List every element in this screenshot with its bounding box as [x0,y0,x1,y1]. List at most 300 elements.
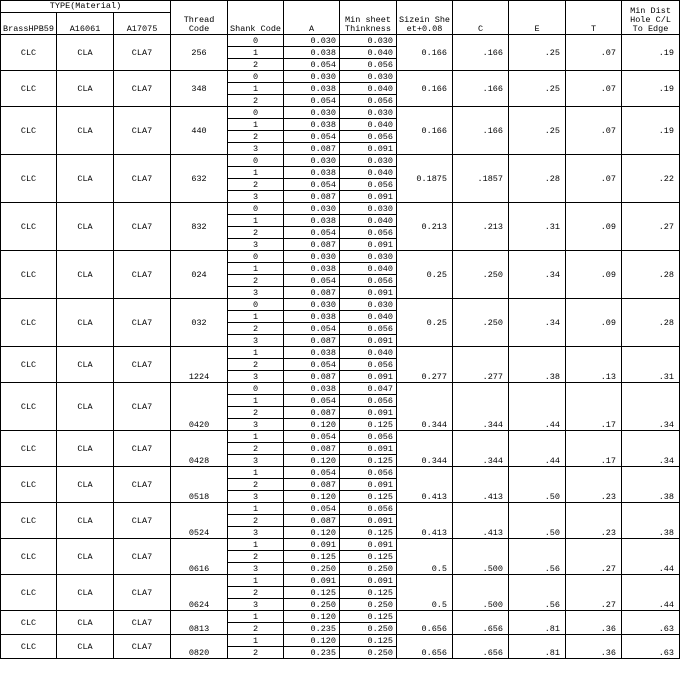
a-cell: 0.087 [284,143,340,155]
a-cell: 0.054 [284,359,340,371]
a-cell: 0.038 [284,215,340,227]
table-row [1,107,680,119]
thread-code-cell: 0624 [171,575,228,611]
a-cell: 0.120 [284,491,340,503]
brass-cell: CLC [1,611,57,635]
c-cell: .413 [453,467,509,503]
al6061-cell: CLA [57,107,114,155]
min-dist-cell: .63 [622,611,680,635]
shank-code-cell: 2 [228,179,284,191]
c-cell: .656 [453,635,509,659]
al6061-cell: CLA [57,35,114,71]
shank-code-cell: 0 [228,71,284,83]
e-cell: .44 [509,383,566,431]
shank-code-cell: 2 [228,551,284,563]
e-cell: .38 [509,347,566,383]
t-cell: .07 [566,71,622,107]
sizein-cell: 0.413 [397,503,453,539]
min-dist-cell: .44 [622,575,680,611]
sizein-cell: 0.25 [397,251,453,299]
a-cell: 0.087 [284,443,340,455]
min-sheet-cell: 0.047 [340,383,397,395]
table-row [1,203,680,215]
a-cell: 0.054 [284,179,340,191]
min-sheet-cell: 0.091 [340,143,397,155]
shank-code-cell: 3 [228,239,284,251]
t-cell: .07 [566,107,622,155]
min-sheet-cell: 0.040 [340,47,397,59]
min-dist-cell: .19 [622,107,680,155]
shank-code-cell: 0 [228,383,284,395]
t-cell: .27 [566,539,622,575]
shank-code-cell: 2 [228,275,284,287]
e-cell: .50 [509,503,566,539]
brass-cell: CLC [1,467,57,503]
min-sheet-cell: 0.056 [340,59,397,71]
thread-code-cell: 0616 [171,539,228,575]
table-row [1,347,680,359]
min-sheet-cell: 0.040 [340,83,397,95]
a-cell: 0.030 [284,107,340,119]
shank-code-cell: 1 [228,395,284,407]
thread-code-cell: 0518 [171,467,228,503]
table-row [1,155,680,167]
a-cell: 0.038 [284,119,340,131]
min-dist-cell: .38 [622,467,680,503]
min-sheet-cell: 0.125 [340,611,397,623]
a-cell: 0.030 [284,35,340,47]
table-row [1,299,680,311]
t-cell: .13 [566,347,622,383]
al6061-cell: CLA [57,251,114,299]
shank-code-cell: 3 [228,371,284,383]
al7075-cell: CLA7 [114,383,171,431]
al6061-cell: CLA [57,431,114,467]
shank-code-cell: 2 [228,587,284,599]
e-cell: .81 [509,635,566,659]
a-cell: 0.038 [284,311,340,323]
min-sheet-cell: 0.091 [340,515,397,527]
al6061-header: A16061 [57,13,114,35]
shank-code-cell: 1 [228,431,284,443]
sizein-cell: 0.5 [397,539,453,575]
a-cell: 0.087 [284,239,340,251]
al6061-cell: CLA [57,383,114,431]
al7075-cell: CLA7 [114,503,171,539]
min-sheet-cell: 0.125 [340,635,397,647]
a-cell: 0.235 [284,647,340,659]
min-sheet-cell: 0.056 [340,323,397,335]
brass-header: BrassHPB59 [1,13,57,35]
a-cell: 0.125 [284,551,340,563]
min-dist-cell: .31 [622,347,680,383]
thread-code-cell: 0813 [171,611,228,635]
e-cell: .81 [509,611,566,635]
min-sheet-cell: 0.091 [340,239,397,251]
shank-code-cell: 0 [228,251,284,263]
thread-code-cell: 0428 [171,431,228,467]
a-cell: 0.030 [284,299,340,311]
min-dist-cell: .22 [622,155,680,203]
min-dist-cell: .19 [622,35,680,71]
shank-code-cell: 1 [228,467,284,479]
brass-cell: CLC [1,155,57,203]
a-cell: 0.120 [284,635,340,647]
shank-code-cell: 0 [228,299,284,311]
shank-code-cell: 3 [228,599,284,611]
brass-cell: CLC [1,431,57,467]
shank-code-cell: 2 [228,443,284,455]
min-sheet-cell: 0.056 [340,467,397,479]
min-sheet-cell: 0.250 [340,623,397,635]
a-cell: 0.250 [284,563,340,575]
c-cell: .250 [453,299,509,347]
thread-code-cell: 832 [171,203,228,251]
sizein-cell: 0.5 [397,575,453,611]
a-cell: 0.250 [284,599,340,611]
min-sheet-cell: 0.056 [340,275,397,287]
sizein-cell: 0.656 [397,635,453,659]
a-cell: 0.030 [284,71,340,83]
min-sheet-cell: 0.040 [340,215,397,227]
al7075-cell: CLA7 [114,347,171,383]
min-sheet-cell: 0.056 [340,395,397,407]
al7075-cell: CLA7 [114,299,171,347]
t-cell: .17 [566,431,622,467]
c-cell: .500 [453,539,509,575]
c-cell: .250 [453,251,509,299]
a-cell: 0.091 [284,575,340,587]
a-cell: 0.120 [284,527,340,539]
shank-code-cell: 1 [228,635,284,647]
a-cell: 0.087 [284,335,340,347]
c-cell: .1857 [453,155,509,203]
shank-code-cell: 0 [228,155,284,167]
t-cell: .23 [566,503,622,539]
t-cell: .09 [566,251,622,299]
c-header: C [453,1,509,35]
a-cell: 0.054 [284,131,340,143]
brass-cell: CLC [1,503,57,539]
shank-code-cell: 0 [228,107,284,119]
e-cell: .56 [509,575,566,611]
shank-code-cell: 2 [228,227,284,239]
min-sheet-cell: 0.056 [340,503,397,515]
t-cell: .07 [566,155,622,203]
c-cell: .344 [453,431,509,467]
a-cell: 0.038 [284,83,340,95]
t-header: T [566,1,622,35]
min-sheet-cell: 0.030 [340,299,397,311]
e-cell: .34 [509,251,566,299]
table-header [1,1,680,35]
al6061-cell: CLA [57,299,114,347]
c-cell: .166 [453,35,509,71]
a-cell: 0.038 [284,347,340,359]
min-sheet-cell: 0.250 [340,647,397,659]
shank-code-cell: 1 [228,347,284,359]
shank-code-cell: 2 [228,479,284,491]
al6061-cell: CLA [57,203,114,251]
t-cell: .36 [566,635,622,659]
min-sheet-cell: 0.125 [340,527,397,539]
al6061-cell: CLA [57,155,114,203]
a-cell: 0.087 [284,407,340,419]
al6061-cell: CLA [57,503,114,539]
min-sheet-cell: 0.056 [340,431,397,443]
min-sheet-cell: 0.030 [340,251,397,263]
shank-code-cell: 1 [228,311,284,323]
c-cell: .213 [453,203,509,251]
brass-cell: CLC [1,575,57,611]
min-sheet-cell: 0.056 [340,227,397,239]
a-cell: 0.120 [284,419,340,431]
e-cell: .25 [509,107,566,155]
brass-cell: CLC [1,203,57,251]
t-cell: .36 [566,611,622,635]
shank-code-cell: 3 [228,191,284,203]
e-cell: .31 [509,203,566,251]
a-cell: 0.087 [284,515,340,527]
a-cell: 0.030 [284,251,340,263]
min-sheet-cell: 0.091 [340,443,397,455]
min-sheet-cell: 0.030 [340,155,397,167]
table-row [1,539,680,551]
min-dist-cell: .34 [622,431,680,467]
shank-code-cell: 3 [228,335,284,347]
min-sheet-cell: 0.091 [340,191,397,203]
thread-code-cell: 032 [171,299,228,347]
thread-code-cell: 0524 [171,503,228,539]
t-cell: .17 [566,383,622,431]
e-header: E [509,1,566,35]
a-cell: 0.120 [284,611,340,623]
min-dist-cell: .44 [622,539,680,575]
shank-code-cell: 1 [228,215,284,227]
min-sheet-cell: 0.040 [340,311,397,323]
min-dist-cell: .28 [622,299,680,347]
c-cell: .413 [453,503,509,539]
thread-code-cell: 1224 [171,347,228,383]
min-sheet-cell: 0.091 [340,479,397,491]
sizein-cell: 0.166 [397,107,453,155]
min-dist-cell: .27 [622,203,680,251]
a-cell: 0.087 [284,371,340,383]
shank-code-cell: 1 [228,119,284,131]
shank-code-cell: 3 [228,491,284,503]
sizein-cell: 0.413 [397,467,453,503]
min-dist-cell: .28 [622,251,680,299]
shank-code-cell: 2 [228,59,284,71]
min-sheet-cell: 0.091 [340,575,397,587]
min-dist-cell: .63 [622,635,680,659]
min-sheet-cell: 0.030 [340,203,397,215]
t-cell: .09 [566,299,622,347]
c-cell: .344 [453,383,509,431]
min-sheet-cell: 0.030 [340,35,397,47]
a-cell: 0.054 [284,95,340,107]
thread-code-cell: 0420 [171,383,228,431]
al7075-cell: CLA7 [114,35,171,71]
t-cell: .07 [566,35,622,71]
e-cell: .25 [509,71,566,107]
sizein-cell: 0.166 [397,35,453,71]
a-cell: 0.054 [284,431,340,443]
brass-cell: CLC [1,35,57,71]
min-sheet-cell: 0.091 [340,407,397,419]
thread-code-cell: 256 [171,35,228,71]
thread-code-cell: 024 [171,251,228,299]
min-sheet-cell: 0.125 [340,455,397,467]
brass-cell: CLC [1,383,57,431]
c-cell: .500 [453,575,509,611]
al6061-cell: CLA [57,539,114,575]
thread-code-header: Thread Code [171,1,228,35]
shank-code-cell: 2 [228,95,284,107]
min-sheet-cell: 0.056 [340,179,397,191]
table-row [1,503,680,515]
al7075-cell: CLA7 [114,575,171,611]
a-cell: 0.087 [284,287,340,299]
shank-code-cell: 1 [228,263,284,275]
brass-cell: CLC [1,347,57,383]
min-sheet-cell: 0.040 [340,167,397,179]
shank-code-cell: 3 [228,143,284,155]
a-cell: 0.125 [284,587,340,599]
table-row [1,251,680,263]
al7075-cell: CLA7 [114,467,171,503]
shank-code-cell: 1 [228,83,284,95]
shank-code-cell: 3 [228,455,284,467]
min-sheet-cell: 0.030 [340,71,397,83]
min-sheet-cell: 0.091 [340,335,397,347]
min-sheet-cell: 0.040 [340,347,397,359]
shank-code-cell: 0 [228,35,284,47]
e-cell: .44 [509,431,566,467]
shank-code-cell: 1 [228,47,284,59]
shank-code-cell: 1 [228,611,284,623]
shank-code-cell: 2 [228,407,284,419]
t-cell: .09 [566,203,622,251]
shank-code-cell: 3 [228,287,284,299]
min-sheet-cell: 0.091 [340,371,397,383]
a-cell: 0.054 [284,503,340,515]
a-cell: 0.030 [284,155,340,167]
table-row [1,575,680,587]
al6061-cell: CLA [57,347,114,383]
a-cell: 0.091 [284,539,340,551]
table-row [1,635,680,647]
table-row [1,611,680,623]
al7075-cell: CLA7 [114,251,171,299]
shank-code-cell: 2 [228,623,284,635]
shank-code-cell: 2 [228,515,284,527]
al7075-cell: CLA7 [114,635,171,659]
sizein-cell: 0.344 [397,431,453,467]
thread-code-cell: 440 [171,107,228,155]
min-sheet-cell: 0.250 [340,563,397,575]
table-row [1,35,680,47]
sizein-cell: 0.213 [397,203,453,251]
a-cell: 0.087 [284,191,340,203]
shank-code-cell: 2 [228,131,284,143]
t-cell: .27 [566,575,622,611]
shank-code-header: Shank Code [228,1,284,35]
shank-code-cell: 1 [228,575,284,587]
al6061-cell: CLA [57,467,114,503]
c-cell: .166 [453,71,509,107]
a-header: A [284,1,340,35]
a-cell: 0.030 [284,203,340,215]
brass-cell: CLC [1,107,57,155]
a-cell: 0.038 [284,263,340,275]
min-sheet-cell: 0.056 [340,359,397,371]
shank-code-cell: 3 [228,527,284,539]
shank-code-cell: 1 [228,167,284,179]
c-cell: .656 [453,611,509,635]
thread-code-cell: 348 [171,71,228,107]
al6061-cell: CLA [57,611,114,635]
min-sheet-cell: 0.040 [340,119,397,131]
e-cell: .56 [509,539,566,575]
min-sheet-header: Min sheet Thinkness [340,1,397,35]
min-sheet-cell: 0.030 [340,107,397,119]
min-sheet-cell: 0.091 [340,287,397,299]
a-cell: 0.054 [284,467,340,479]
t-cell: .23 [566,467,622,503]
e-cell: .50 [509,467,566,503]
table-row [1,383,680,395]
min-sheet-cell: 0.125 [340,551,397,563]
e-cell: .25 [509,35,566,71]
brass-cell: CLC [1,251,57,299]
a-cell: 0.038 [284,383,340,395]
brass-cell: CLC [1,539,57,575]
a-cell: 0.054 [284,395,340,407]
min-sheet-cell: 0.250 [340,599,397,611]
table-body [1,35,680,659]
al7075-cell: CLA7 [114,71,171,107]
sizein-header: Sizein Sheet+0.08 [397,1,453,35]
al7075-cell: CLA7 [114,431,171,467]
a-cell: 0.054 [284,227,340,239]
shank-code-cell: 3 [228,563,284,575]
table-row [1,467,680,479]
e-cell: .34 [509,299,566,347]
a-cell: 0.120 [284,455,340,467]
al7075-cell: CLA7 [114,107,171,155]
al7075-header: A17075 [114,13,171,35]
e-cell: .28 [509,155,566,203]
al7075-cell: CLA7 [114,155,171,203]
type-material-header: TYPE(Material) [1,1,171,13]
table-row [1,431,680,443]
shank-code-cell: 2 [228,359,284,371]
a-cell: 0.054 [284,323,340,335]
al6061-cell: CLA [57,575,114,611]
min-sheet-cell: 0.056 [340,95,397,107]
shank-code-cell: 1 [228,503,284,515]
a-cell: 0.054 [284,59,340,71]
brass-cell: CLC [1,71,57,107]
sizein-cell: 0.656 [397,611,453,635]
a-cell: 0.054 [284,275,340,287]
shank-code-cell: 1 [228,539,284,551]
c-cell: .277 [453,347,509,383]
al6061-cell: CLA [57,635,114,659]
min-sheet-cell: 0.056 [340,131,397,143]
sizein-cell: 0.166 [397,71,453,107]
